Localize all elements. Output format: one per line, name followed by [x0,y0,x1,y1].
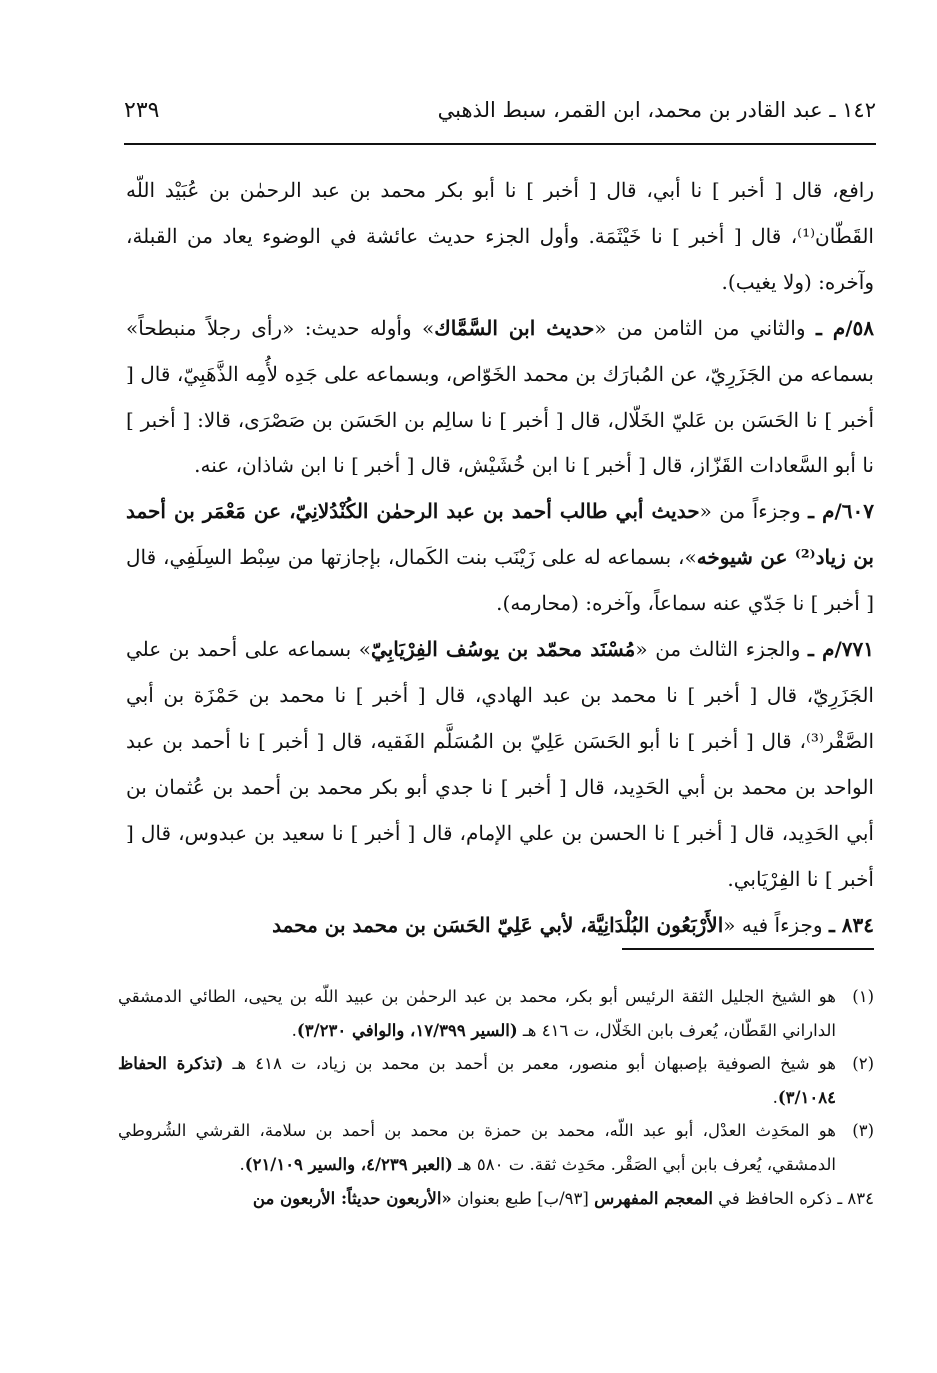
entry-58 [126,306,874,490]
entry-text: والثاني من الثامن من « [594,315,816,340]
header-rule [124,143,876,145]
entry-text: » بسماعه على أحمد بن علي الجَزَرِيّ، قال [ أخبر ] نا محمد بن عبد الهادي، قال [ أخبر ] نا محمد بن حَمْزَة بن أبي الصَّقْر⁽³⁾، قال [ أخبر ] نا أبو الحَسَن عَلِيّ بن المُسَلَّم الفَقيه، قال [ أخبر ] نا أحمد بن عبد الواحد بن محمد بن أبي الحَدِيد، قال [ أخبر ] نا جدي أبو بكر محمد بن أحمد بن عُثمان بن أبي الحَدِيد، قال [ أخبر ] نا الحسن بن علي الإمام، قال [ أخبر ] نا سعيد بن عبدوس، قال [ أخبر ] نا الفِرْيَابي. [126,637,874,891]
entry-text: والجزء الثالث من « [635,637,809,662]
entry-text: وجزءاً من « [699,499,809,524]
footnote-body: هو المحَدِث العدْل، أبو عبد اللّه، محمد بن حمزة بن محمد بن أحمد بن سلامة، القرشي الشُروطي الدمشقي، يُعرف بابن أبي الصَقْر. محَدِث ثقة. ت ٥٨٠ هـ [118,1121,836,1174]
running-title: ١٤٢ ـ عبد القادر بن محمد، ابن القمر، سبط الذهبي [437,98,876,122]
entry-834 [126,903,874,949]
footnote-1 [118,980,874,1047]
entry-number: ٧٧١/م ـ [808,637,874,662]
page-header [124,88,876,132]
entry-title: مُسْنَد محمّد بن يوسُف الفِرْيَابِيّ [371,637,636,662]
footnote-body: هو الشيخ الجليل الثقة الرئيس أبو بكر، محمد بن عبد الرحمٰن بن عبيد اللّه بن يحيى، الطائي الدمشقي الداراني القَطّان، يُعرف بابن الخَلّال، ت ٤١٦ هـ [118,987,836,1040]
footnote-reference: (السير ١٧/٣٩٩، والوافي ٣/٢٣٠) [296,1020,518,1040]
footnote-number: (٢) [852,1054,874,1074]
footnote-end: . [772,1087,778,1107]
footnote-body: هو شيخ الصوفية بإصبهان أبو منصور، معمر بن أحمد بن محمد بن زياد، ت ٤١٨ هـ [223,1054,837,1074]
footnote-number: (٣) [852,1121,874,1141]
entry-number: ٨٣٤ ـ [828,912,874,937]
footnotes [118,980,874,1232]
entry-771 [126,627,874,902]
entry-text: » وأوله حديث: «رأى رجلاً منبطحاً» بسماعه من الجَزَرِيّ، عن المُبارَك بن محمد الخَوّاص، وبسماعه على جَدِه لأُمِه الذَّهَبِيّ، قال [ أخبر ] نا الحَسَن بن عَليّ الخَلّال، قال [ أخبر ] نا سالِم بن الحَسَن بن صَصْرَى، قالا: [ أخبر ] نا أبو السَّعادات القَزّاز، قال [ أخبر ] نا ابن خُشَيْش، قال [ أخبر ] نا ابن شاذان، عنه. [126,315,874,478]
note-text: ٨٣٤ ـ ذكره الحافظ في [712,1188,874,1208]
footnote-reference: (العبر ٤/٢٣٩، والسير ٢١/١٠٩) [244,1154,453,1174]
entry-607 [126,489,874,627]
entry-title: حديث ابن السَّمَّاك [434,315,595,340]
page-number: ٢٣٩ [124,97,160,123]
footnote-text [118,1047,836,1114]
note-text: [٩٣/ب] طبع بعنوان [451,1188,595,1208]
footnote-end: . [239,1154,245,1174]
main-text [126,168,874,948]
note-title: المعجم المفهرس [594,1188,713,1208]
entry-number: ٥٨/م ـ [815,315,874,340]
paragraph-continuation [126,168,874,306]
footnote-reference: (تذكرة الحفاظ ٣/١٠٨٤) [118,1054,836,1107]
footnote-2 [118,1047,874,1114]
footnote-end: . [291,1020,297,1040]
footnote-number: (١) [852,987,874,1006]
entry-number: ٦٠٧/م ـ [808,499,875,524]
editor-note-834 [118,1182,874,1216]
footnote-text [118,1114,836,1181]
footnote-3 [118,1114,874,1181]
footnote-separator [622,948,874,950]
entry-text: وجزءاً فيه « [723,912,829,937]
note-title: «الأربعون حديثاً: الأربعون من [252,1188,452,1208]
entry-title: حديث أبي طالب أحمد بن عبد الرحمٰن الكُنْدُلانِيّ، عن مَعْمَر بن أحمد بن زياد⁽²⁾ عن شيوخه [126,499,874,570]
footnote-text [118,980,836,1047]
paragraph-text: رافع، قال [ أخبر ] نا أبي، قال [ أخبر ] نا أبو بكر محمد بن عبد الرحمٰن بن عُبَيْد اللّه القَطّان⁽¹⁾، قال [ أخبر ] نا خَيْثَمَة. وأول الجزء حديث عائشة في الوضوء يعاد من القبلة، وآخره: (ولا يغيب). [126,178,874,294]
entry-text: »، بسماعه له على زَيْنَب بنت الكَمال، بإجازتها من سِبْط السِلَفِي، قال [ أخبر ] نا جَدّي عنه سماعاً، وآخره: (محارمه). [126,545,874,616]
entry-title: الأَرْبَعُون البُلْدَانِيَّة، لأبي عَلِيّ الحَسَن بن محمد بن محمد [272,912,724,937]
